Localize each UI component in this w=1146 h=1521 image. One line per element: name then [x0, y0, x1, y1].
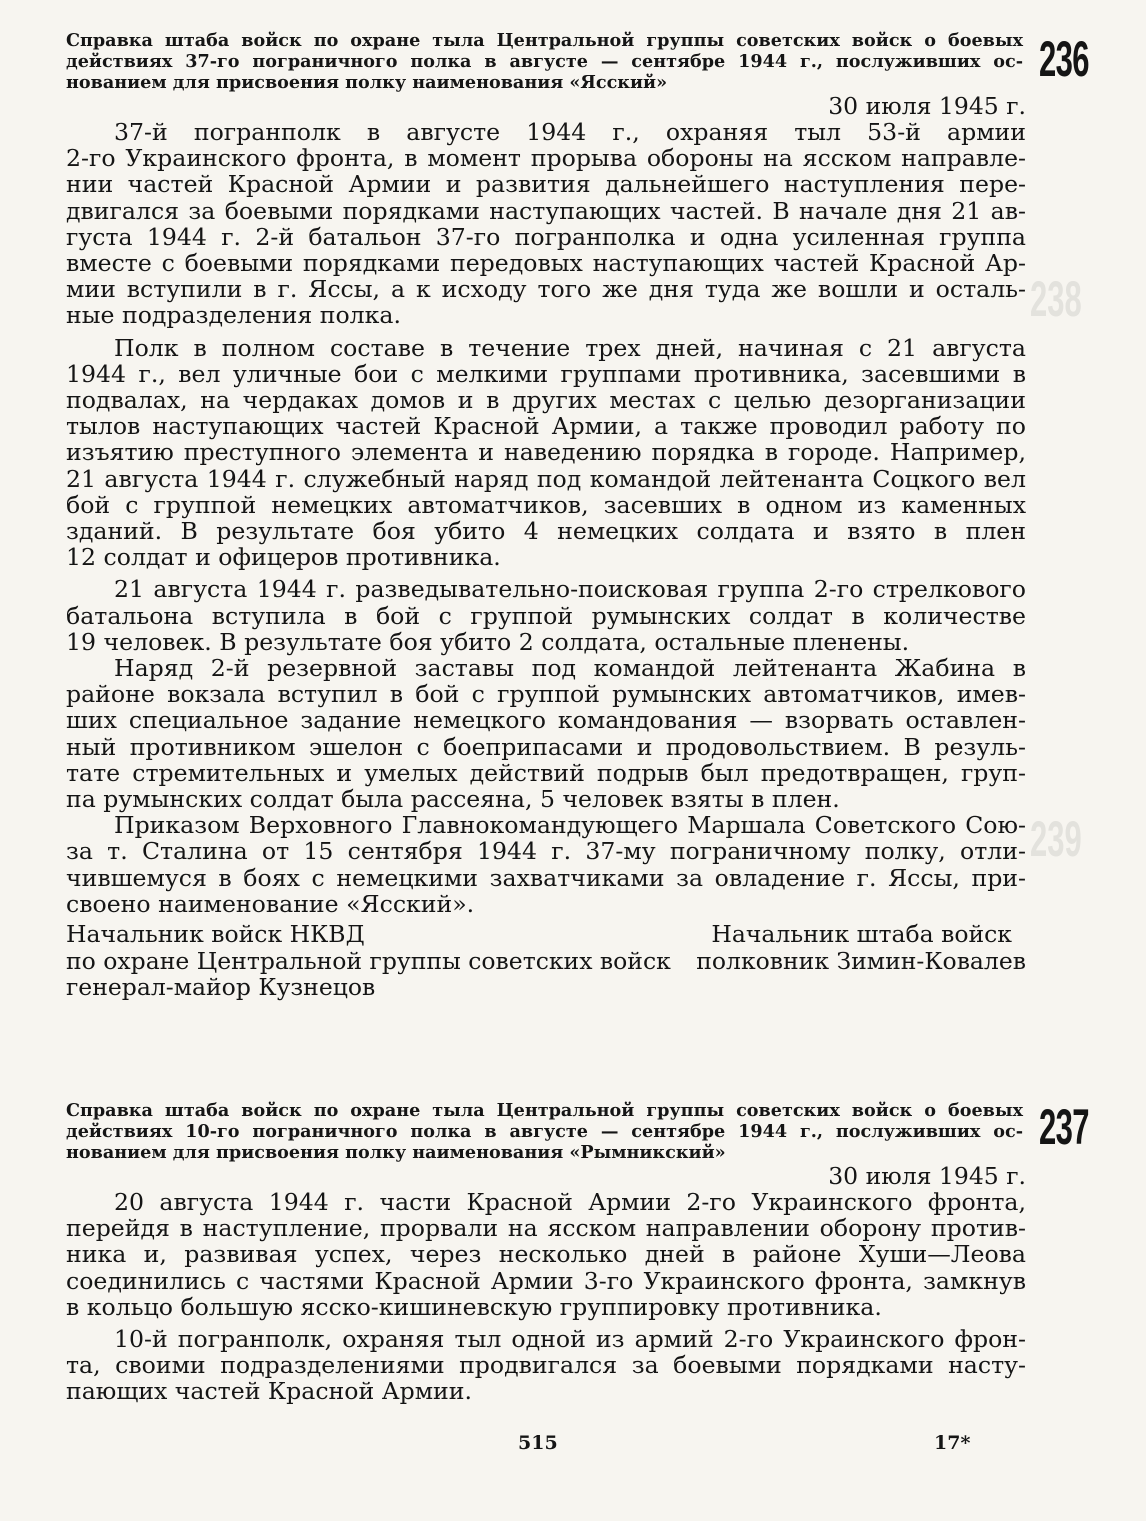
- document-number: 236: [1039, 31, 1089, 87]
- page-number: 515: [518, 1432, 558, 1454]
- text-line: 10-й погранполк, охраняя тыл одной из армий 2-го Украинского фрон-: [114, 1325, 1026, 1354]
- signatory-right-title: Начальник штаба войск: [711, 920, 1012, 949]
- text-line: та, своими подразделениями продвигался за боевыми порядками насту-: [66, 1351, 1026, 1380]
- text-line: батальона вступила в бой с группой румынских солдат в количестве: [66, 601, 1026, 630]
- document-heading: [66, 1100, 1023, 1163]
- heading-line: действиях 37-го пограничного полка в августе — сентябре 1944 г., послуживших ос-: [66, 51, 1023, 72]
- text-line: нии частей Красной Армии и развития дальнейшего наступления пере-: [66, 170, 1026, 199]
- signatory-left-name: генерал-майор Кузнецов: [66, 973, 376, 1002]
- text-line: за т. Сталина от 15 сентября 1944 г. 37-му пограничному полку, отли-: [66, 837, 1026, 866]
- heading-line: действиях 10-го пограничного полка в августе — сентябре 1944 г., послуживших ос-: [66, 1121, 1023, 1142]
- text-line: мии вступили в г. Яссы, а к исходу того же дня туда же вошли и осталь-: [66, 275, 1026, 304]
- document-date: 30 июля 1945 г.: [828, 92, 1026, 120]
- text-line: чившемуся в боях с немецкими захватчиками за овладение г. Яссы, при-: [66, 863, 1026, 892]
- text-line: 37-й погранполк в августе 1944 г., охраняя тыл 53-й армии: [114, 118, 1026, 146]
- text-line: 21 августа 1944 г. разведывательно-поисковая группа 2-го стрелкового: [114, 575, 1026, 604]
- document-body: [66, 1189, 1026, 1405]
- paragraph: [66, 119, 1026, 329]
- text-line: ших специальное задание немецкого командования — взорвать оставлен-: [66, 706, 1026, 735]
- text-line: своено наименование «Ясский».: [66, 889, 475, 918]
- text-line: в кольцо большую ясско-кишиневскую группировку противника.: [66, 1292, 882, 1321]
- text-line: перейдя в наступление, прорвали на ясском направлении оборону против-: [66, 1214, 1026, 1243]
- text-line: подвалах, на чердаках домов и в других местах с целью дезорганизации: [66, 386, 1026, 415]
- text-line: 12 солдат и офицеров противника.: [66, 543, 501, 572]
- text-line: бой с группой немецких автоматчиков, засевших в одном из каменных: [66, 490, 1026, 519]
- text-line: Приказом Верховного Главнокомандующего Маршала Советского Сою-: [114, 811, 1026, 840]
- text-line: па румынских солдат была рассеяна, 5 человек взяты в плен.: [66, 785, 840, 814]
- document-number: 237: [1039, 1099, 1089, 1155]
- text-line: ника и, развивая успех, через несколько дней в районе Хуши—Леова: [66, 1240, 1026, 1269]
- paragraph: [66, 1326, 1026, 1405]
- paragraph: [66, 812, 1026, 917]
- text-line: зданий. В результате боя убито 4 немецких солдата и взято в плен: [66, 517, 1026, 546]
- text-line: 1944 г., вел уличные бои с мелкими группами противника, засевшими в: [66, 359, 1026, 388]
- text-line: 2-го Украинского фронта, в момент прорыва обороны на ясском направле-: [66, 144, 1026, 173]
- text-line: густа 1944 г. 2-й батальон 37-го погранполка и одна усиленная группа: [66, 222, 1026, 251]
- signatory-right-name: полковник Зимин-Ковалев: [696, 946, 1026, 975]
- text-line: Полк в полном составе в течение трех дней, начиная с 21 августа: [114, 333, 1026, 362]
- bleed-through-mark: 239: [1030, 811, 1082, 867]
- document-heading: [66, 30, 1023, 93]
- text-line: тылов наступающих частей Красной Армии, а также проводил работу по: [66, 412, 1026, 441]
- text-line: двигался за боевыми порядками наступающих частей. В начале дня 21 ав-: [66, 196, 1026, 225]
- document-date: 30 июля 1945 г.: [828, 1162, 1026, 1190]
- signature-block: [66, 921, 1026, 1001]
- text-line: вместе с боевыми порядками передовых наступающих частей Красной Ар-: [66, 249, 1026, 278]
- text-line: ный противником эшелон с боеприпасами и продовольствием. В резуль-: [66, 732, 1026, 761]
- paragraph: [66, 335, 1026, 571]
- heading-line: нованием для присвоения полку наименования «Рымникский»: [66, 1142, 726, 1163]
- printer-signature-mark: 17*: [934, 1432, 971, 1454]
- paragraph: [66, 576, 1026, 655]
- text-line: соединились с частями Красной Армии 3-го Украинского фронта, замкнув: [66, 1266, 1026, 1295]
- text-line: изъятию преступного элемента и наведению порядка в городе. Например,: [66, 438, 1026, 467]
- text-line: тате стремительных и умелых действий подрыв был предотвращен, груп-: [66, 758, 1026, 787]
- text-line: 20 августа 1944 г. части Красной Армии 2-го Украинского фронта,: [114, 1188, 1026, 1216]
- text-line: пающих частей Красной Армии.: [66, 1377, 472, 1406]
- signatory-left-unit: по охране Центральной группы советских войск: [66, 946, 671, 975]
- heading-line: Справка штаба войск по охране тыла Центральной группы советских войск о боевых: [66, 30, 1023, 51]
- heading-line: Справка штаба войск по охране тыла Центральной группы советских войск о боевых: [66, 1100, 1023, 1121]
- document-body: [66, 119, 1026, 917]
- bleed-through-mark: 238: [1030, 271, 1082, 327]
- document-237: [66, 1099, 1089, 1406]
- heading-line: нованием для присвоения полку наименования «Ясский»: [66, 72, 668, 93]
- text-line: Наряд 2-й резервной заставы под командой лейтенанта Жабина в: [114, 654, 1026, 683]
- text-line: районе вокзала вступил в бой с группой румынских автоматчиков, имев-: [66, 680, 1026, 709]
- text-line: 19 человек. В результате боя убито 2 солдата, остальные пленены.: [66, 627, 910, 656]
- text-line: 21 августа 1944 г. служебный наряд под командой лейтенанта Соцкого вел: [66, 464, 1026, 493]
- paragraph: [66, 655, 1026, 812]
- signatory-left-title: Начальник войск НКВД: [66, 920, 365, 949]
- paragraph: [66, 1189, 1026, 1320]
- text-line: ные подразделения полка.: [66, 301, 401, 330]
